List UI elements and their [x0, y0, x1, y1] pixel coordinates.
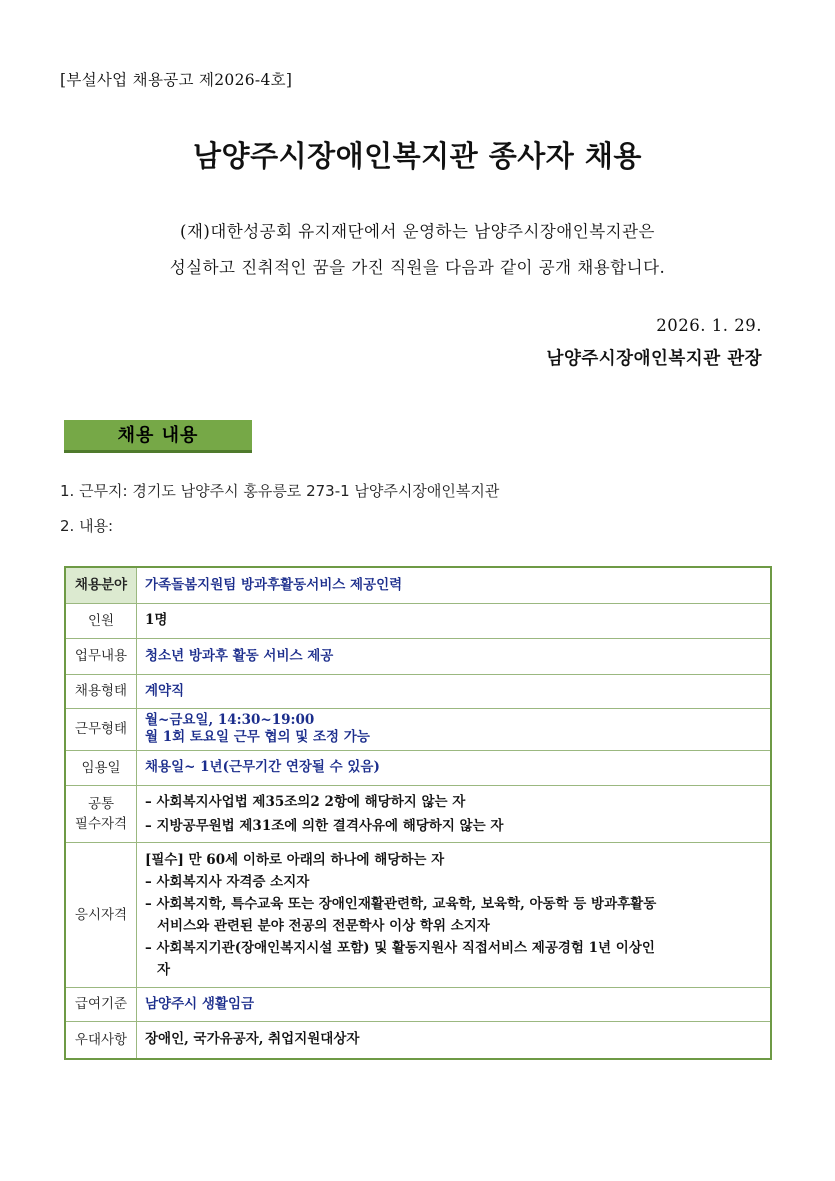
qual-line: 서비스와 관련된 분야 전공의 전문학사 이상 학위 소지자: [157, 917, 490, 934]
hours-value: [137, 708, 772, 750]
qual-line: – 사회복지학, 특수교육 또는 장애인재활관련학, 교육학, 보육학, 아동학 등 방과후활동: [145, 895, 657, 912]
section-label: 채용 내용: [64, 420, 252, 453]
workplace-item: 1. 근무지: 경기도 남양주시 홍유릉로 273-1 남양주시장애인복지관: [60, 482, 500, 500]
hours-label: 근무형태: [65, 708, 137, 750]
hours-value-line: 월~금요일, 14:30~19:00: [145, 712, 315, 728]
qual-line: [필수] 만 60세 이하로 아래의 하나에 해당하는 자: [145, 851, 445, 868]
common-qual-line: – 지방공무원법 제31조에 의한 결격사유에 해당하지 않는 자: [145, 817, 504, 834]
table-row: [65, 708, 771, 750]
organization-signature: 남양주시장애인복지관 관장: [546, 349, 762, 369]
table-row: [65, 750, 771, 785]
headcount-value: 1명: [137, 603, 772, 638]
common-qual-label-line: 필수자격: [74, 815, 128, 832]
appoint-value: 채용일~ 1년(근무기간 연장될 수 있음): [137, 750, 772, 785]
notice-number: [부설사업 채용공고 제2026-4호]: [60, 71, 293, 89]
headcount-label: 인원: [65, 603, 137, 638]
common-qual-label-line: 공통: [87, 795, 115, 812]
duty-label: 업무내용: [65, 638, 137, 674]
preference-value: 장애인, 국가유공자, 취업지원대상자: [137, 1021, 772, 1059]
content-item: 2. 내용:: [60, 517, 114, 535]
qual-line: – 사회복지사 자격증 소지자: [145, 873, 310, 890]
page-title: 남양주시장애인복지관 종사자 채용: [193, 139, 642, 173]
table-row: [65, 842, 771, 987]
field-label: 채용분야: [65, 567, 137, 603]
recruitment-table: [64, 566, 772, 1060]
table-row: [65, 987, 771, 1021]
table-row: [65, 674, 771, 708]
table-row: [65, 785, 771, 842]
common-qual-label: [65, 785, 137, 842]
preference-label: 우대사항: [65, 1021, 137, 1059]
table-row: [65, 603, 771, 638]
qual-label: 응시자격: [65, 842, 137, 987]
qual-value: [137, 842, 772, 987]
type-value: 계약직: [137, 674, 772, 708]
field-value: 가족돌봄지원팀 방과후활동서비스 제공인력: [137, 567, 772, 603]
salary-value: 남양주시 생활임금: [137, 987, 772, 1021]
qual-line: 자: [157, 961, 171, 978]
intro-line-2: 성실하고 진취적인 꿈을 가진 직원을 다음과 같이 공개 채용합니다.: [169, 258, 666, 277]
type-label: 채용형태: [65, 674, 137, 708]
salary-label: 급여기준: [65, 987, 137, 1021]
duty-value: 청소년 방과후 활동 서비스 제공: [137, 638, 772, 674]
table-row: [65, 1021, 771, 1059]
common-qual-line: – 사회복지사업법 제35조의2 2항에 해당하지 않는 자: [145, 793, 466, 810]
qual-line: – 사회복지기관(장애인복지시설 포함) 및 활동지원사 직접서비스 제공경험 1년 이상인: [145, 939, 655, 956]
appoint-label: 임용일: [65, 750, 137, 785]
intro-line-1: (재)대한성공회 유지재단에서 운영하는 남양주시장애인복지관은: [180, 222, 655, 241]
notice-date: 2026. 1. 29.: [656, 316, 762, 335]
table-row: [65, 638, 771, 674]
hours-value-line: 월 1회 토요일 근무 협의 및 조정 가능: [145, 729, 370, 745]
table-row: [65, 567, 771, 603]
common-qual-value: [137, 785, 772, 842]
